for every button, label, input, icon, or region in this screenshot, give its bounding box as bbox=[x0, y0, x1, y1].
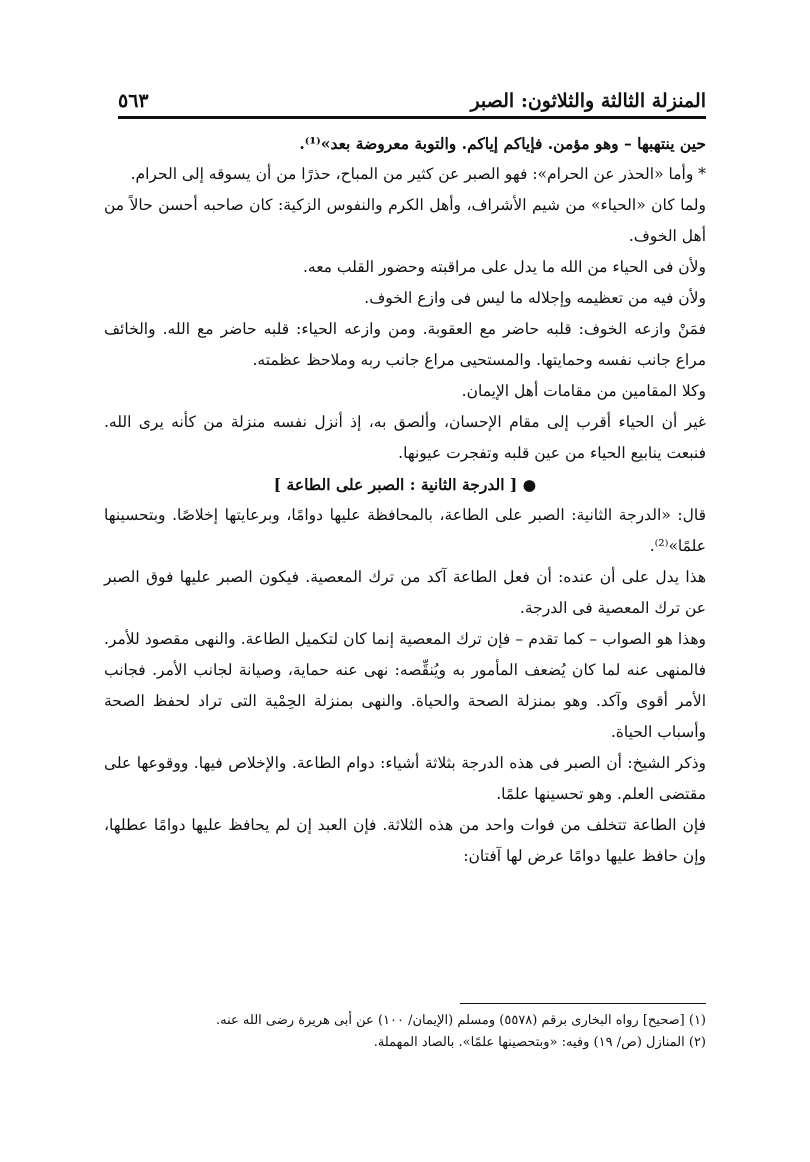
paragraph: فمَنْ وازعه الخوف: قلبه حاضر مع العقوبة. ومن وازعه الحياء: قلبه حاضر مع الله. والخائف مراع جانب نفسه وحمايتها. والمستحيى مراع جانب ربه وملاحظ عظمته. bbox=[104, 320, 706, 369]
paragraph: هذا يدل على أن عنده: أن فعل الطاعة آكد من ترك المعصية. فيكون الصبر عليها فوق الصبر عن ترك المعصية فى الدرجة. bbox=[104, 568, 706, 617]
body-text bbox=[104, 128, 706, 872]
paragraph: غير أن الحياء أقرب إلى مقام الإحسان، وألصق به، إذ أنزل نفسه منزلة من كأنه يرى الله. فنبعت ينابيع الحياء من عين قلبه وتفجرت عيونها. bbox=[104, 413, 706, 462]
paragraph: ولأن فى الحياء من الله ما يدل على مراقبته وحضور القلب معه. bbox=[302, 258, 706, 276]
footnote-rule bbox=[460, 1003, 706, 1004]
running-header bbox=[118, 88, 706, 112]
paragraph: قال: «الدرجة الثانية: الصبر على الطاعة، بالمحافظة عليها دوامًا، وبرعايتها إخلاصًا. وبتحسينها علمًا»⁽²⁾. bbox=[104, 506, 706, 555]
paragraph: وذكر الشيخ: أن الصبر فى هذه الدرجة بثلاثة أشياء: دوام الطاعة. والإخلاص فيها. ووقوعها على مقتضى العلم. وهو تحسينها علمًا. bbox=[104, 754, 706, 803]
paragraph: حين ينتهبها – وهو مؤمن. فإياكم إياكم. والتوبة معروضة بعد»⁽¹⁾. bbox=[299, 134, 706, 153]
paragraph: ولما كان «الحياء» من شيم الأشراف، وأهل الكرم والنفوس الزكية: كان صاحبه أحسن حالاً من أهل الخوف. bbox=[104, 196, 706, 245]
chapter-title: المنزلة الثالثة والثلاثون: الصبر bbox=[470, 90, 706, 112]
section-heading: ● [ الدرجة الثانية : الصبر على الطاعة ] bbox=[273, 475, 537, 494]
paragraph: * وأما «الحذر عن الحرام»: فهو الصبر عن كثير من المباح، حذرًا من أن يسوقه إلى الحرام. bbox=[130, 165, 706, 183]
footnotes bbox=[104, 1010, 706, 1054]
paragraph: ولأن فيه من تعظيمه وإجلاله ما ليس فى وازع الخوف. bbox=[364, 289, 706, 307]
header-rule bbox=[118, 116, 706, 119]
paragraph: وهذا هو الصواب – كما تقدم – فإن ترك المعصية إنما كان لتكميل الطاعة. والنهى مقصود للأمر. فالمنهى عنه لما كان يُضعف المأمور به ويُنقِّصه: نهى عنه حماية، وصيانة لجانب الأمر. فجانب الأمر أقوى وآكد. وهو بمنزلة الصحة والحياة. والنهى بمنزلة الحِمْية التى تراد لحفظ الصحة وأسباب الحياة. bbox=[104, 630, 706, 741]
footnote: (١) [صحيح] رواه البخارى برقم (٥٥٧٨) ومسلم (الإيمان/ ١٠٠) عن أبى هريرة رضى الله عنه. bbox=[216, 1013, 706, 1028]
footnote: (٢) المنازل (ص/ ١٩) وفيه: «وبتحصينها علمًا». بالصاد المهملة. bbox=[373, 1035, 706, 1050]
paragraph: وكلا المقامين من مقامات أهل الإيمان. bbox=[461, 382, 706, 400]
page-number: ٥٦٣ bbox=[118, 90, 149, 112]
paragraph: فإن الطاعة تتخلف من فوات واحد من هذه الثلاثة. فإن العبد إن لم يحافظ عليها دوامًا عطلها، وإن حافظ عليها دوامًا عرض لها آفتان: bbox=[104, 816, 706, 865]
